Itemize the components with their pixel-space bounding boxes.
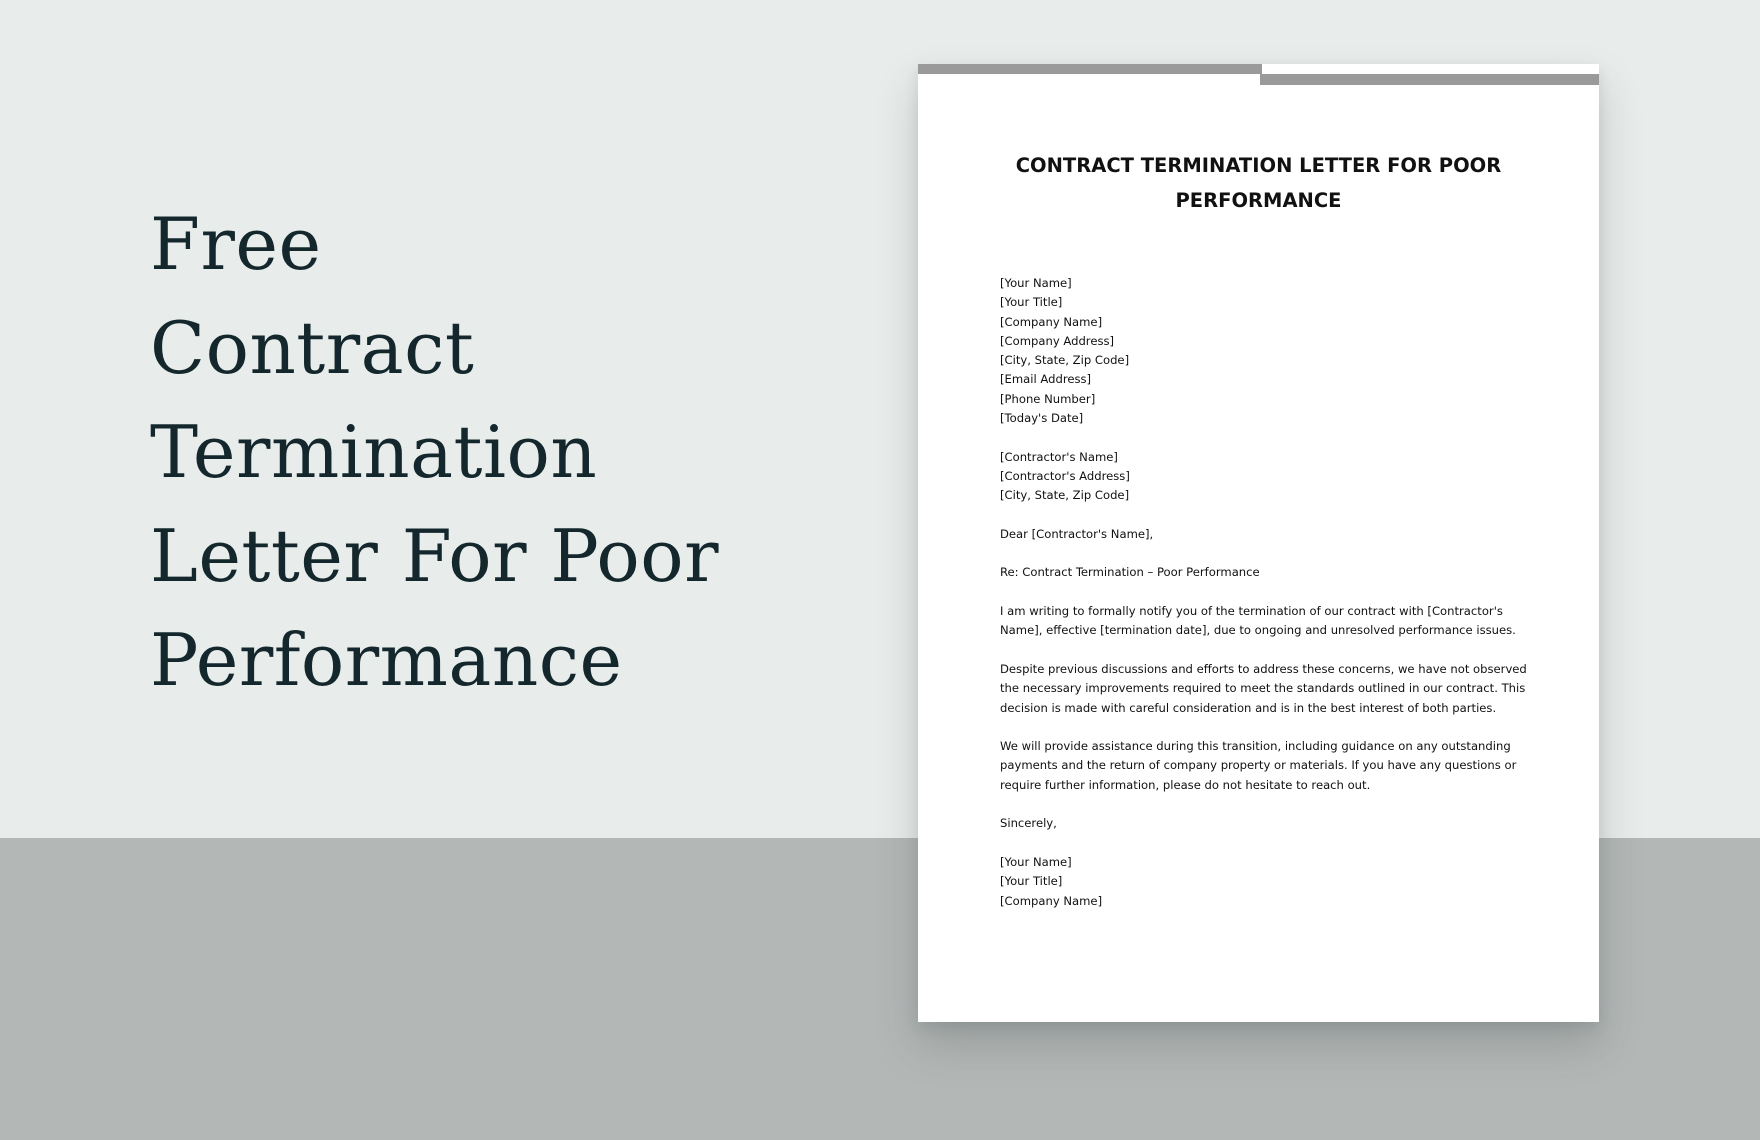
subject-line: Re: Contract Termination – Poor Performance [1000, 565, 1260, 580]
sender-line: [Company Name] [1000, 314, 1103, 329]
sender-line: [Email Address] [1000, 372, 1092, 387]
paragraph-line: decision is made with careful consideration and is in the best interest of both parties. [1000, 700, 1497, 715]
paragraph-line: Name], effective [termination date], due to ongoing and unresolved performance issues. [1000, 623, 1516, 638]
hero-title-line: Performance [150, 618, 623, 702]
signature-line: [Your Title] [1000, 874, 1063, 889]
recipient-line: [City, State, Zip Code] [1000, 488, 1130, 503]
paragraph-line: the necessary improvements required to meet the standards outlined in our contract. This [1000, 681, 1526, 696]
body-paragraph [1000, 660, 1540, 718]
header-accent-bar-right [1260, 74, 1599, 85]
paragraph-line: Despite previous discussions and efforts to address these concerns, we have not observed [1000, 661, 1527, 676]
sender-block [1000, 274, 1540, 428]
letter-body [1000, 274, 1540, 911]
header-accent-bar-left [918, 64, 1262, 74]
recipient-line: [Contractor's Name] [1000, 449, 1118, 464]
body-paragraph [1000, 737, 1540, 795]
signature-block [1000, 853, 1540, 911]
hero-title-line: Free [150, 202, 322, 286]
hero-title [150, 192, 790, 712]
sender-line: [Today's Date] [1000, 411, 1084, 426]
salutation: Dear [Contractor's Name], [1000, 526, 1154, 541]
paragraph-line: payments and the return of company property or materials. If you have any questions or [1000, 758, 1517, 773]
sender-line: [Your Title] [1000, 295, 1063, 310]
hero-title-line: Contract [150, 306, 475, 390]
recipient-line: [Contractor's Address] [1000, 468, 1130, 483]
sender-line: [Phone Number] [1000, 391, 1096, 406]
paragraph-line: require further information, please do not hesitate to reach out. [1000, 777, 1371, 792]
sender-line: [Your Name] [1000, 276, 1072, 290]
paragraph-line: We will provide assistance during this transition, including guidance on any outstanding [1000, 739, 1511, 754]
sender-line: [City, State, Zip Code] [1000, 353, 1130, 368]
document-title: CONTRACT TERMINATION LETTER FOR POOR PERFORMANCE [1015, 154, 1502, 212]
body-paragraph [1000, 602, 1540, 641]
recipient-block [1000, 448, 1540, 506]
hero-title-line: Termination [150, 410, 598, 494]
sender-line: [Company Address] [1000, 333, 1115, 348]
closing: Sincerely, [1000, 816, 1057, 831]
hero-title-line: Letter For Poor [150, 514, 720, 598]
letter-document [918, 64, 1599, 1022]
paragraph-line: I am writing to formally notify you of the termination of our contract with [Contractor's [1000, 604, 1503, 619]
signature-line: [Company Name] [1000, 893, 1103, 908]
signature-line: [Your Name] [1000, 854, 1072, 869]
